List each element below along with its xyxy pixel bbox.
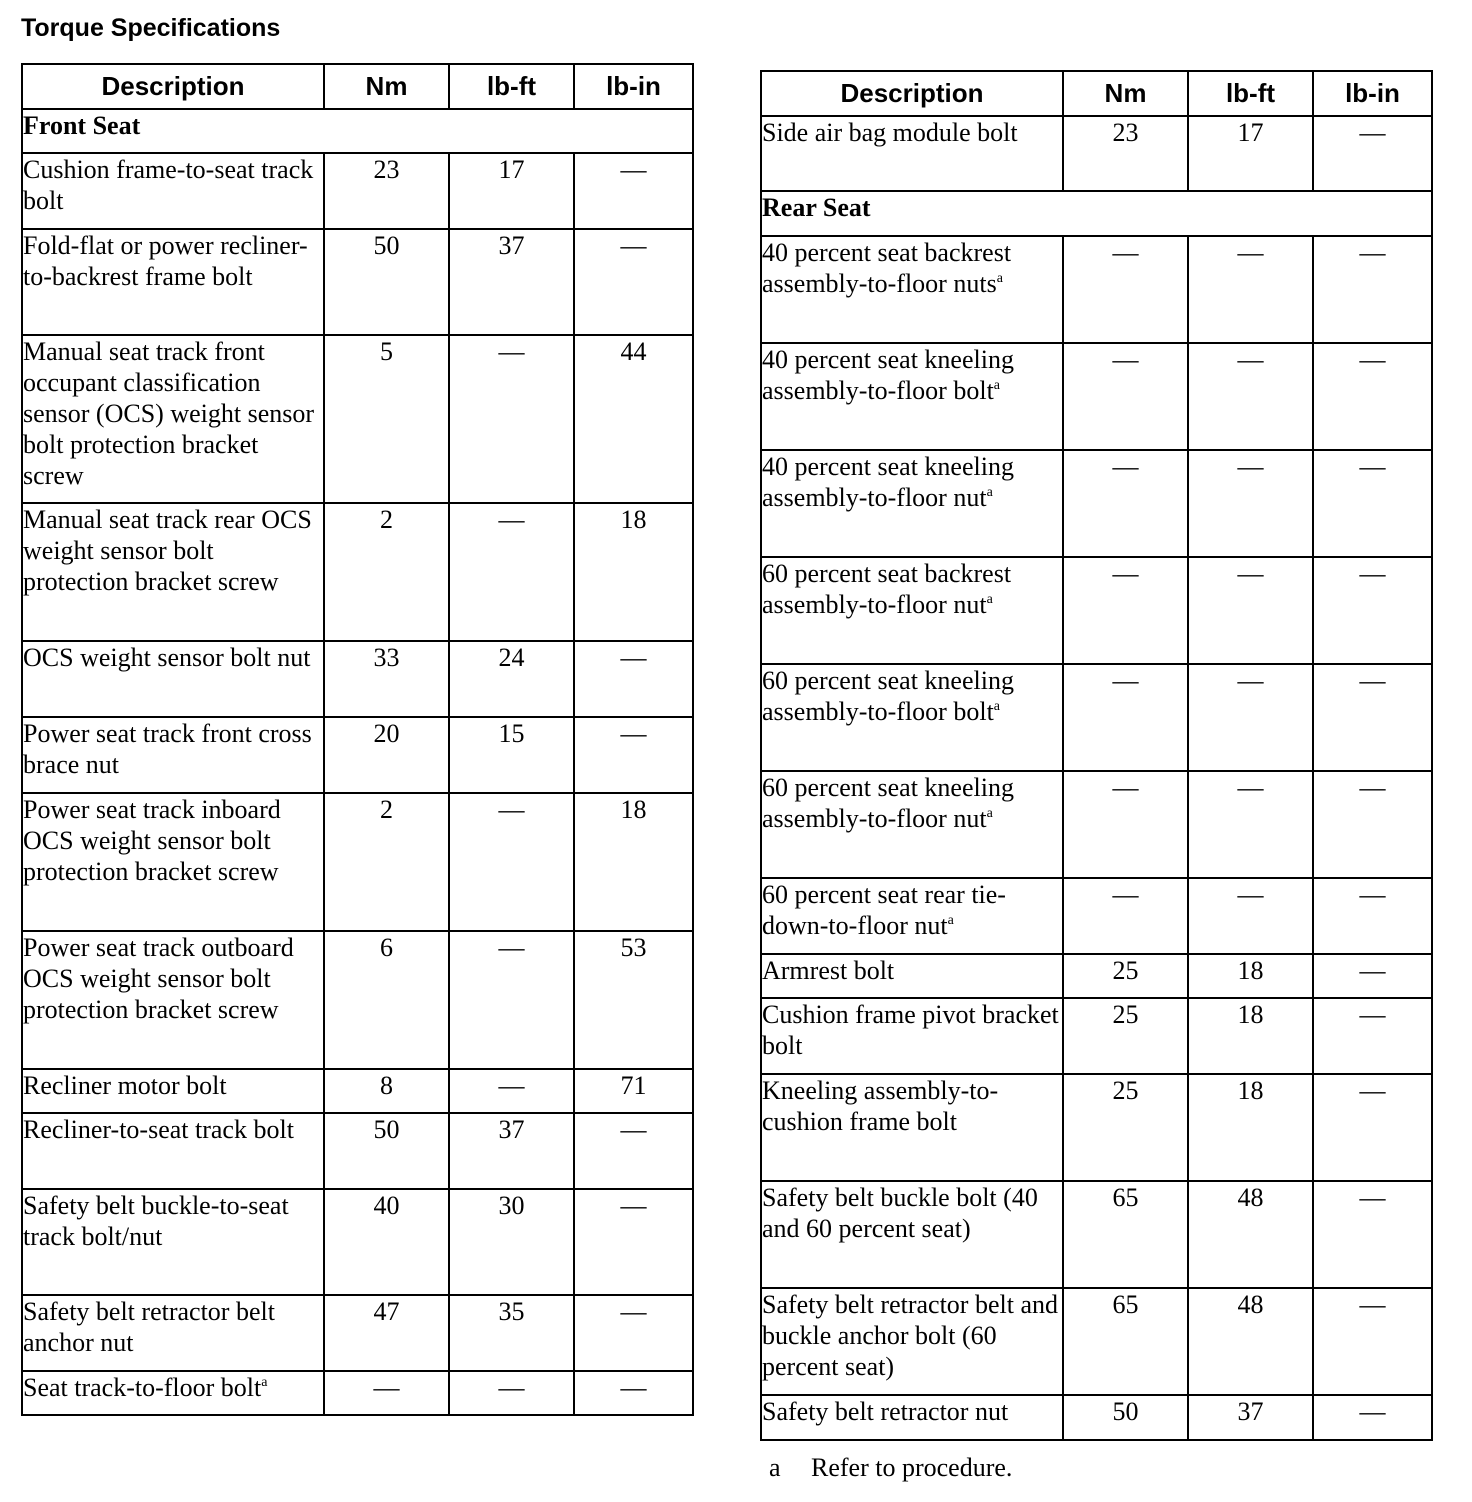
lb-in-value: —: [574, 1189, 693, 1295]
description-text: 60 percent seat backrest assembly-to-floor nut: [762, 559, 1012, 619]
lb-ft-value: 35: [449, 1295, 574, 1371]
description-cell: [22, 1371, 324, 1415]
description-cell: [22, 1189, 324, 1295]
description-text: Armrest bolt: [762, 956, 895, 985]
table-row: [22, 1113, 693, 1189]
nm-value: 65: [1063, 1288, 1188, 1395]
description-text: Power seat track inboard OCS weight sensor bolt protection bracket screw: [23, 795, 281, 886]
torque-table-left: [21, 63, 694, 1416]
description-cell: [761, 771, 1063, 878]
table-row: [761, 1288, 1432, 1395]
lb-ft-value: 37: [1188, 1395, 1313, 1440]
lb-in-value: 18: [574, 793, 693, 931]
table-row: [761, 557, 1432, 664]
table-row: [761, 1181, 1432, 1288]
lb-in-value: —: [1313, 998, 1432, 1074]
footnote-mark: a: [769, 1453, 781, 1482]
table-row: [761, 450, 1432, 557]
table-row: [761, 116, 1432, 191]
nm-value: 20: [324, 717, 449, 793]
nm-value: —: [1063, 664, 1188, 771]
lb-ft-value: 15: [449, 717, 574, 793]
description-text: Cushion frame pivot bracket bolt: [762, 1000, 1059, 1060]
lb-ft-value: 17: [1188, 116, 1313, 191]
nm-value: 23: [324, 153, 449, 229]
description-cell: [22, 335, 324, 503]
lb-ft-value: —: [1188, 450, 1313, 557]
lb-in-value: 53: [574, 931, 693, 1069]
description-cell: [761, 1395, 1063, 1440]
section-heading: Rear Seat: [761, 191, 1432, 236]
table-row: [761, 343, 1432, 450]
description-cell: [761, 343, 1063, 450]
nm-value: —: [1063, 878, 1188, 954]
description-text: 60 percent seat kneeling assembly-to-floor nut: [762, 773, 1014, 833]
description-cell: [761, 236, 1063, 343]
lb-in-value: —: [1313, 343, 1432, 450]
table-row: [22, 229, 693, 335]
description-text: Safety belt buckle bolt (40 and 60 percent seat): [762, 1183, 1038, 1243]
description-text: Side air bag module bolt: [762, 118, 1018, 147]
lb-in-value: —: [1313, 116, 1432, 191]
table-row: [22, 503, 693, 641]
description-text: Safety belt retractor nut: [762, 1397, 1009, 1426]
footnote-reference: a: [261, 1375, 268, 1390]
nm-value: 50: [324, 1113, 449, 1189]
description-cell: [22, 1113, 324, 1189]
lb-ft-value: —: [449, 931, 574, 1069]
lb-ft-value: 18: [1188, 954, 1313, 998]
section-heading: Front Seat: [22, 109, 693, 153]
description-text: Kneeling assembly-to-cushion frame bolt: [762, 1076, 999, 1136]
nm-value: 2: [324, 793, 449, 931]
section-row: [761, 191, 1432, 236]
footnote-reference: a: [993, 378, 1001, 393]
description-cell: [22, 153, 324, 229]
lb-in-value: —: [574, 717, 693, 793]
lb-in-value: —: [1313, 557, 1432, 664]
description-cell: [22, 1069, 324, 1113]
table-row: [761, 1074, 1432, 1181]
description-text: Power seat track front cross brace nut: [23, 719, 312, 779]
lb-ft-value: —: [449, 335, 574, 503]
footnote-reference: a: [993, 699, 1001, 714]
lb-in-value: —: [1313, 664, 1432, 771]
lb-in-value: —: [574, 1113, 693, 1189]
description-cell: [22, 503, 324, 641]
description-text: Cushion frame-to-seat track bolt: [23, 155, 314, 215]
lb-in-value: —: [574, 641, 693, 717]
table-row: [22, 1069, 693, 1113]
lb-ft-value: 48: [1188, 1181, 1313, 1288]
nm-value: 65: [1063, 1181, 1188, 1288]
lb-in-value: —: [574, 153, 693, 229]
lb-ft-value: 37: [449, 229, 574, 335]
torque-table-right: [760, 70, 1433, 1441]
footnote-text: Refer to procedure.: [811, 1453, 1013, 1482]
description-cell: [22, 1295, 324, 1371]
description-text: Power seat track outboard OCS weight sensor bolt protection bracket screw: [23, 933, 294, 1024]
column-header-lb-in: lb-in: [1313, 71, 1432, 116]
description-cell: [761, 878, 1063, 954]
description-text: 40 percent seat kneeling assembly-to-floor bolt: [762, 345, 1014, 405]
nm-value: —: [1063, 771, 1188, 878]
lb-in-value: 71: [574, 1069, 693, 1113]
column-header-lb-ft: lb-ft: [449, 64, 574, 109]
nm-value: —: [324, 1371, 449, 1415]
nm-value: 2: [324, 503, 449, 641]
lb-in-value: —: [1313, 1288, 1432, 1395]
column-header-lb-ft: lb-ft: [1188, 71, 1313, 116]
lb-ft-value: 24: [449, 641, 574, 717]
column-header-description: Description: [22, 64, 324, 109]
nm-value: —: [1063, 343, 1188, 450]
description-text: Fold-flat or power recliner-to-backrest frame bolt: [23, 231, 308, 291]
description-cell: [22, 641, 324, 717]
table-row: [761, 664, 1432, 771]
lb-in-value: —: [1313, 1395, 1432, 1440]
nm-value: 25: [1063, 954, 1188, 998]
nm-value: 25: [1063, 998, 1188, 1074]
description-cell: [22, 717, 324, 793]
table-row: [22, 1295, 693, 1371]
nm-value: 50: [1063, 1395, 1188, 1440]
lb-ft-value: —: [449, 1069, 574, 1113]
column-header-description: Description: [761, 71, 1063, 116]
footnote-reference: a: [986, 485, 993, 500]
table-row: [761, 998, 1432, 1074]
table-row: [22, 793, 693, 931]
column-header-nm: Nm: [1063, 71, 1188, 116]
description-text: Recliner-to-seat track bolt: [23, 1115, 294, 1144]
nm-value: 6: [324, 931, 449, 1069]
table-row: [22, 717, 693, 793]
lb-in-value: —: [1313, 771, 1432, 878]
description-cell: [761, 1074, 1063, 1181]
description-text: Safety belt buckle-to-seat track bolt/nut: [23, 1191, 289, 1251]
lb-ft-value: 30: [449, 1189, 574, 1295]
lb-ft-value: —: [1188, 771, 1313, 878]
lb-ft-value: 18: [1188, 1074, 1313, 1181]
nm-value: —: [1063, 557, 1188, 664]
lb-ft-value: 48: [1188, 1288, 1313, 1395]
description-text: Safety belt retractor belt anchor nut: [23, 1297, 275, 1357]
table-row: [761, 1395, 1432, 1440]
nm-value: 50: [324, 229, 449, 335]
table-row: [761, 771, 1432, 878]
description-text: 60 percent seat rear tie-down-to-floor nut: [762, 880, 1006, 940]
lb-in-value: —: [574, 229, 693, 335]
lb-ft-value: —: [1188, 878, 1313, 954]
lb-in-value: 44: [574, 335, 693, 503]
section-row: [22, 109, 693, 153]
description-cell: [761, 116, 1063, 191]
page-title: Torque Specifications: [21, 14, 281, 42]
nm-value: 5: [324, 335, 449, 503]
nm-value: 23: [1063, 116, 1188, 191]
table-row: [22, 641, 693, 717]
lb-ft-value: —: [1188, 343, 1313, 450]
lb-in-value: —: [1313, 878, 1432, 954]
lb-ft-value: —: [449, 793, 574, 931]
description-text: 60 percent seat kneeling assembly-to-floor bolt: [762, 666, 1014, 726]
description-text: Safety belt retractor belt and buckle anchor bolt (60 percent seat): [762, 1290, 1058, 1381]
lb-ft-value: —: [1188, 664, 1313, 771]
footnote-reference: a: [996, 271, 1003, 286]
description-cell: [761, 450, 1063, 557]
lb-in-value: —: [1313, 954, 1432, 998]
column-header-nm: Nm: [324, 64, 449, 109]
description-cell: [761, 1288, 1063, 1395]
lb-in-value: —: [1313, 1074, 1432, 1181]
table-row: [22, 1371, 693, 1415]
lb-ft-value: 37: [449, 1113, 574, 1189]
footnote-reference: a: [986, 592, 993, 607]
table-row: [22, 335, 693, 503]
description-cell: [761, 954, 1063, 998]
lb-ft-value: —: [1188, 557, 1313, 664]
lb-in-value: —: [574, 1295, 693, 1371]
description-text: Seat track-to-floor bolt: [23, 1373, 262, 1402]
lb-in-value: 18: [574, 503, 693, 641]
description-text: Recliner motor bolt: [23, 1071, 227, 1100]
lb-in-value: —: [574, 1371, 693, 1415]
lb-ft-value: —: [449, 1371, 574, 1415]
footnote: [769, 1453, 1012, 1483]
lb-in-value: —: [1313, 450, 1432, 557]
table-row: [761, 878, 1432, 954]
description-cell: [761, 664, 1063, 771]
nm-value: 47: [324, 1295, 449, 1371]
table-row: [761, 954, 1432, 998]
description-text: 40 percent seat backrest assembly-to-floor nuts: [762, 238, 1012, 298]
table-row: [22, 153, 693, 229]
lb-ft-value: 18: [1188, 998, 1313, 1074]
description-text: Manual seat track rear OCS weight sensor bolt protection bracket screw: [23, 505, 312, 596]
lb-ft-value: —: [1188, 236, 1313, 343]
nm-value: —: [1063, 236, 1188, 343]
nm-value: 8: [324, 1069, 449, 1113]
footnote-reference: a: [947, 913, 954, 928]
lb-ft-value: 17: [449, 153, 574, 229]
lb-in-value: —: [1313, 1181, 1432, 1288]
description-cell: [22, 931, 324, 1069]
table-row: [22, 1189, 693, 1295]
description-text: 40 percent seat kneeling assembly-to-floor nut: [762, 452, 1014, 512]
description-cell: [761, 998, 1063, 1074]
table-row: [22, 931, 693, 1069]
nm-value: 40: [324, 1189, 449, 1295]
lb-in-value: —: [1313, 236, 1432, 343]
nm-value: 25: [1063, 1074, 1188, 1181]
column-header-lb-in: lb-in: [574, 64, 693, 109]
nm-value: —: [1063, 450, 1188, 557]
table-row: [761, 236, 1432, 343]
description-cell: [22, 793, 324, 931]
description-cell: [761, 1181, 1063, 1288]
description-cell: [22, 229, 324, 335]
description-cell: [761, 557, 1063, 664]
description-text: OCS weight sensor bolt nut: [23, 643, 311, 672]
lb-ft-value: —: [449, 503, 574, 641]
footnote-reference: a: [986, 806, 993, 821]
nm-value: 33: [324, 641, 449, 717]
description-text: Manual seat track front occupant classification sensor (OCS) weight sensor bolt protection bracket screw: [23, 337, 315, 490]
